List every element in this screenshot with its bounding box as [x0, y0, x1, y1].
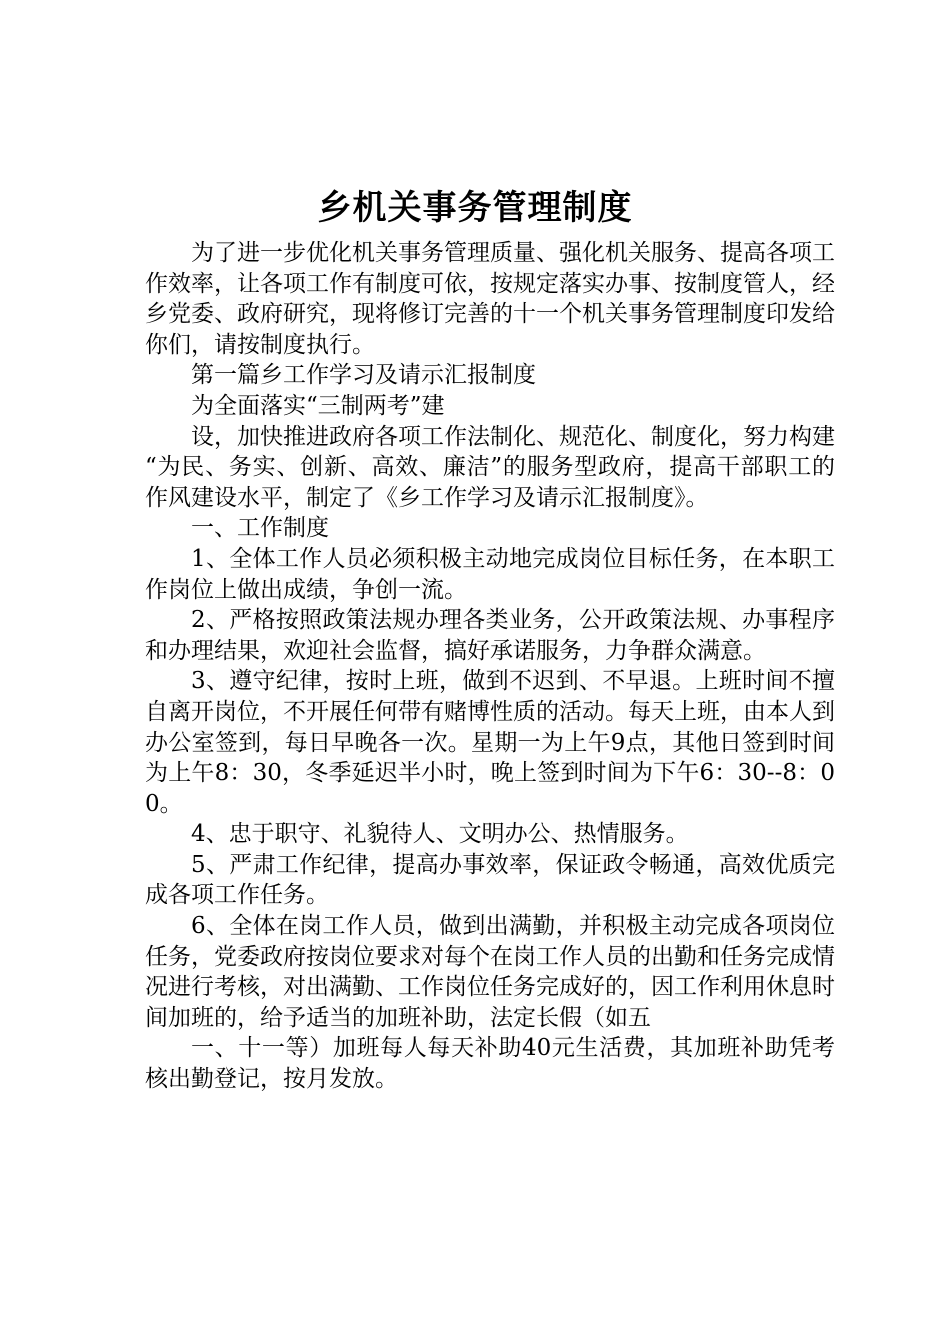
paragraph-intro: 为了进一步优化机关事务管理质量、强化机关服务、提高各项工作效率，让各项工作有制度可依，按规定落实办事、按制度管人，经乡党委、政府研究，现将修订完善的十一个机关事务管理制度印发给你们，请按制度执行。	[145, 240, 835, 358]
paragraph-item-2: 2、严格按照政策法规办理各类业务，公开政策法规、办事程序和办理结果，欢迎社会监督，搞好承诺服务，力争群众满意。	[145, 607, 835, 664]
paragraph-item-1: 1、全体工作人员必须积极主动地完成岗位目标任务，在本职工作岗位上做出成绩，争创一流。	[145, 545, 835, 603]
paragraph-item-4: 4、忠于职守、礼貌待人、文明办公、热情服务。	[191, 821, 689, 848]
paragraph-subheading-work-system: 一、工作制度	[191, 515, 329, 542]
document-body	[145, 238, 835, 1095]
paragraph-item-3: 3、遵守纪律，按时上班，做到不迟到、不早退。上班时间不擅自离开岗位，不开展任何带有赌博性质的活动。每天上班，由本人到办公室签到，每日早晚各一次。星期一为上午9点，其他日签到时间为上午8：30，冬季延迟半小时，晚上签到时间为下午6：30--8：00。	[145, 668, 835, 817]
paragraph-preface: 设，加快推进政府各项工作法制化、规范化、制度化，努力构建“为民、务实、创新、高效、廉洁”的服务型政府，提高干部职工的作风建设水平，制定了《乡工作学习及请示汇报制度》。	[145, 423, 835, 511]
document-title: 乡机关事务管理制度	[317, 188, 633, 228]
paragraph-preface-start: 为全面落实“三制两考”建	[191, 392, 445, 419]
paragraph-item-6: 6、全体在岗工作人员，做到出满勤，并积极主动完成各项岗位任务，党委政府按岗位要求对每个在岗工作人员的出勤和任务完成情况进行考核，对出满勤、工作岗位任务完成好的，因工作利用休息时间加班的，给予适当的加班补助，法定长假（如五	[145, 913, 835, 1031]
paragraph-item-6-continued: 一、十一等）加班每人每天补助40元生活费，其加班补助凭考核出勤登记，按月发放。	[145, 1035, 835, 1093]
paragraph-section-heading: 第一篇乡工作学习及请示汇报制度	[191, 362, 536, 389]
paragraph-item-5: 5、严肃工作纪律，提高办事效率，保证政令畅通，高效优质完成各项工作任务。	[145, 851, 835, 909]
